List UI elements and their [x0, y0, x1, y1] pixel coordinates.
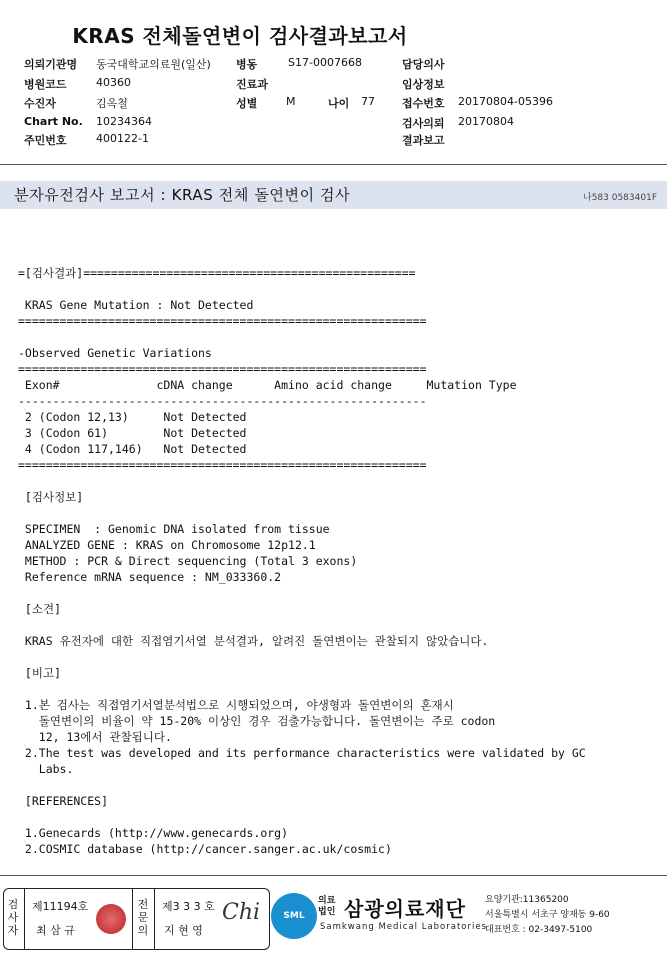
patient-value: 김옥철: [96, 97, 128, 110]
doctor-label: 담당의사: [402, 58, 445, 71]
report-line: [검사정보]: [18, 490, 84, 504]
report-line: 2.The test was developed and its performance characteristics were validated by GC: [18, 746, 586, 760]
divider: [132, 889, 133, 949]
request-label: 검사의뢰: [402, 117, 445, 130]
report-line: ===========================================================: [18, 458, 427, 472]
specialist-label: 전문의: [137, 898, 149, 937]
ward-label: 병동: [236, 58, 258, 71]
patient-label: 수진자: [24, 97, 56, 110]
institution-label: 의뢰기관명: [24, 58, 78, 71]
signature: Chi: [222, 900, 261, 925]
report-line: 2 (Codon 12,13) Not Detected: [18, 410, 247, 424]
report-line: ANALYZED GENE : KRAS on Chromosome 12p12.1: [18, 538, 316, 552]
report-line: Labs.: [18, 762, 74, 776]
report-line: 4 (Codon 117,146) Not Detected: [18, 442, 247, 456]
report-line: KRAS 유전자에 대한 직접염기서열 분석결과, 알려진 돌연변이는 관찰되지 않았습니다.: [18, 634, 489, 648]
report-line: =[검사결과]================================================: [18, 266, 416, 280]
age-value: 77: [361, 95, 375, 108]
org-english-name: Samkwang Medical Laboratories: [320, 922, 488, 932]
report-line: [18, 473, 658, 489]
seal-icon: [96, 904, 126, 934]
report-line: KRAS Gene Mutation : Not Detected: [18, 298, 254, 312]
sex-value: M: [286, 95, 296, 108]
examiner-no: 제11194호: [32, 900, 89, 913]
banner-title: 분자유전검사 보고서 : KRAS 전체 돌연변이 검사: [14, 186, 351, 204]
report-title: KRAS 전체돌연변이 검사결과보고서: [72, 24, 408, 48]
report-line: [소견]: [18, 602, 61, 616]
clinical-info-label: 임상정보: [402, 78, 445, 91]
org-phone: 대표번호 : 02-3497-5100: [485, 925, 593, 935]
org-address: 서울특별시 서초구 양재동 9-60: [485, 910, 610, 920]
report-line: [18, 617, 658, 633]
sml-logo-icon: SML: [271, 893, 317, 939]
sex-label: 성별: [236, 97, 258, 110]
org-prefix: 의료법인: [318, 896, 336, 917]
report-line: 12, 13에서 관찰됩니다.: [18, 730, 172, 744]
report-line: SPECIMEN : Genomic DNA isolated from tissue: [18, 522, 330, 536]
report-line: METHOD : PCR & Direct sequencing (Total 3 exons): [18, 554, 358, 568]
hospital-code-value: 40360: [96, 76, 131, 89]
age-label: 나이: [328, 97, 350, 110]
resident-value: 400122-1: [96, 132, 149, 145]
report-body: [18, 265, 658, 857]
dept-label: 진료과: [236, 78, 268, 91]
report-line: 돌연변이의 비율이 약 15-20% 이상인 경우 검출가능합니다. 돌연변이는 주로 codon: [18, 714, 496, 728]
report-line: Reference mRNA sequence : NM_033360.2: [18, 570, 282, 584]
report-line: [REFERENCES]: [18, 794, 109, 808]
report-line: 1.본 검사는 직접염기서열분석법으로 시행되었으며, 야생형과 돌연변이의 혼재시: [18, 698, 454, 712]
divider: [24, 889, 25, 949]
institution-code: 요양기관:11365200: [485, 895, 569, 905]
chart-label: Chart No.: [24, 115, 83, 128]
hospital-code-label: 병원코드: [24, 78, 67, 91]
resident-label: 주민번호: [24, 134, 67, 147]
report-line: [비고]: [18, 666, 61, 680]
banner-code: 나583 0583401F: [583, 193, 657, 203]
report-line: ===========================================================: [18, 362, 427, 376]
report-line: [18, 681, 658, 697]
report-line: [18, 777, 658, 793]
request-value: 20170804: [458, 115, 514, 128]
report-line: [18, 585, 658, 601]
result-report-label: 결과보고: [402, 134, 445, 147]
report-line: 3 (Codon 61) Not Detected: [18, 426, 247, 440]
institution-value: 동국대학교의료원(일산): [96, 58, 211, 71]
report-line: -Observed Genetic Variations: [18, 346, 212, 360]
report-line: Exon# cDNA change Amino acid change Mutation Type: [18, 378, 517, 392]
examiner-label: 검사자: [7, 898, 19, 937]
footer-divider: [0, 875, 667, 876]
ward-value: S17-0007668: [288, 56, 362, 69]
specialist-no: 제3 3 3 호: [162, 900, 215, 913]
report-line: [18, 505, 658, 521]
receipt-value: 20170804-05396: [458, 95, 553, 108]
report-line: 2.COSMIC database (http://cancer.sanger.ac.uk/cosmic): [18, 842, 392, 856]
receipt-label: 접수번호: [402, 97, 445, 110]
report-line: [18, 809, 658, 825]
specialist-name: 지 현 영: [164, 924, 203, 937]
report-line: [18, 649, 658, 665]
chart-value: 10234364: [96, 115, 152, 128]
header-divider: [0, 164, 667, 165]
report-line: 1.Genecards (http://www.genecards.org): [18, 826, 289, 840]
report-line: ===========================================================: [18, 314, 427, 328]
report-line: [18, 281, 658, 297]
report-line: -----------------------------------------------------------: [18, 394, 427, 408]
examiner-name: 최 삼 규: [36, 924, 75, 937]
report-line: [18, 329, 658, 345]
divider: [154, 889, 155, 949]
org-name: 삼광의료재단: [344, 897, 466, 921]
